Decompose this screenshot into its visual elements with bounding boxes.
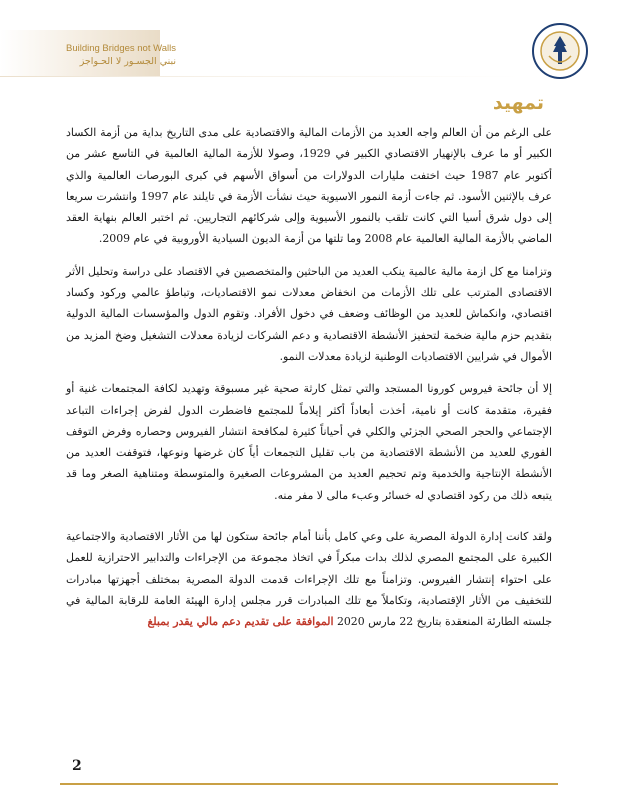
paragraph-1: على الرغم من أن العالم واجه العديد من الأزمات المالية والاقتصادية على مدى التاريخ بداية من أزمة الكساد الكبير أو ما عرف بالإنهيار الاقتصادي الكبير في 1929، وصولا للأزمة المالية العالمية في التاسع عشر من أكتوبر عام 1987 حيث اختفت مليارات الدولارات من أسواق الأسهم في كبرى البورصات العالمية والذي عرف بالإثنين الأسود. ثم جاءت أزمة النمور الاسيوية حيث نشأت الأزمة في تايلند عام 1997 وانتشرت سريعا إلى دول شرق أسيا التي كانت تلقب بالنمور الأسيوية وإلى شركائهم التجاريين. ثم اختبر العالم بنهاية العقد الماضي بالأزمة المالية العالمية عام 2008 وما تلتها من أزمة الديون السيادية الأوروبية في عام 2009.	[66, 126, 553, 246]
slogan-english: Building Bridges not Walls	[65, 43, 176, 54]
paragraph-4	[66, 526, 552, 632]
paragraph-3: إلا أن جائحة فيروس كورونا المستجد والتي تمثل كارثة صحية غير مسبوقة وتهديد لكافة المجتمعات غنية أو فقيرة، متقدمة كانت أو نامية، أخذت أبعاداً أكثر إيلاماً للمجتمع فاضطرت الدول لفرض إجراءات التباعد الإجتماعي والحجر الصحي الجزئي والكلي في أحياناً كثيرة لمكافحة انتشار الفيروس وحصاره وفرض التوقف الفوري للعديد من الأنشطة الاقتصادية من باب تقليل التجمعات أياً كان غرضها ونوعها، فتوقفت العديد من الأنشطة الإنتاجية والخدمية وتم تحجيم العديد من المشروعات الصغيرة والمتوسطة ومتناهية الصغر وما قد يتبعه ذلك من ركود اقتصادي له خسائر وعبء مالى لا مفر منه.	[66, 382, 552, 502]
section-title: تمهيد	[492, 92, 544, 114]
page-number: 2	[72, 758, 82, 774]
highlight-text: الموافقة على تقديم دعم مالي يقدر بمبلغ	[147, 615, 334, 629]
body-text	[66, 122, 552, 644]
slogan-arabic: نبني الجسـور لا الحـواجز	[79, 56, 176, 67]
fra-logo-icon	[531, 22, 589, 80]
header-divider	[0, 76, 520, 77]
footer-divider	[60, 783, 558, 785]
paragraph-2: وتزامنا مع كل ازمة مالية عالمية ينكب العديد من الباحثين والمتخصصين في الاقتصاد على دراسة وتحليل الأثر الاقتصادى المترتب على تلك الأزمات من انخفاض معدلات نمو الاقتصاديات، وتباطؤ عالمي وركود وكساد اقتصادي، وانكماش للعديد من الوظائف وضعف في دخول الأفراد. وتقوم الدول والمؤسسات المالية الدولية بتقديم حزم مالية ضخمة لتحفيز الأنشطة الاقتصادية و دعم الشركات لزيادة معدلات التشغيل وضخ المزيد من الأموال في شرايين الاقتصاديات الوطنية لزيادة معدلات النمو.	[66, 264, 552, 363]
paragraph-4-text: ولقد كانت إدارة الدولة المصرية على وعي كامل بأننا أمام جائحة ستكون لها من الأثار الاقتصادية والاجتماعية الكبيرة على المجتمع المصري لذلك بدات مبكراً في اتخاذ مجموعة من الإجراءات والتدابير الاحترازية للعمل على احتواء إنتشار الفيروس. وتزامناً مع تلك الإجراءات قدمت الدولة المصرية بمختلف أجهزتها مبادرات للتخفيف من الأثار الإقتصادية، وتكاملاً مع تلك المبادرات قرر مجلس إدارة الهيئة العامة للرقابة المالية في جلسته الطارئة المنعقدة بتاريخ 22 مارس 2020	[66, 530, 552, 629]
